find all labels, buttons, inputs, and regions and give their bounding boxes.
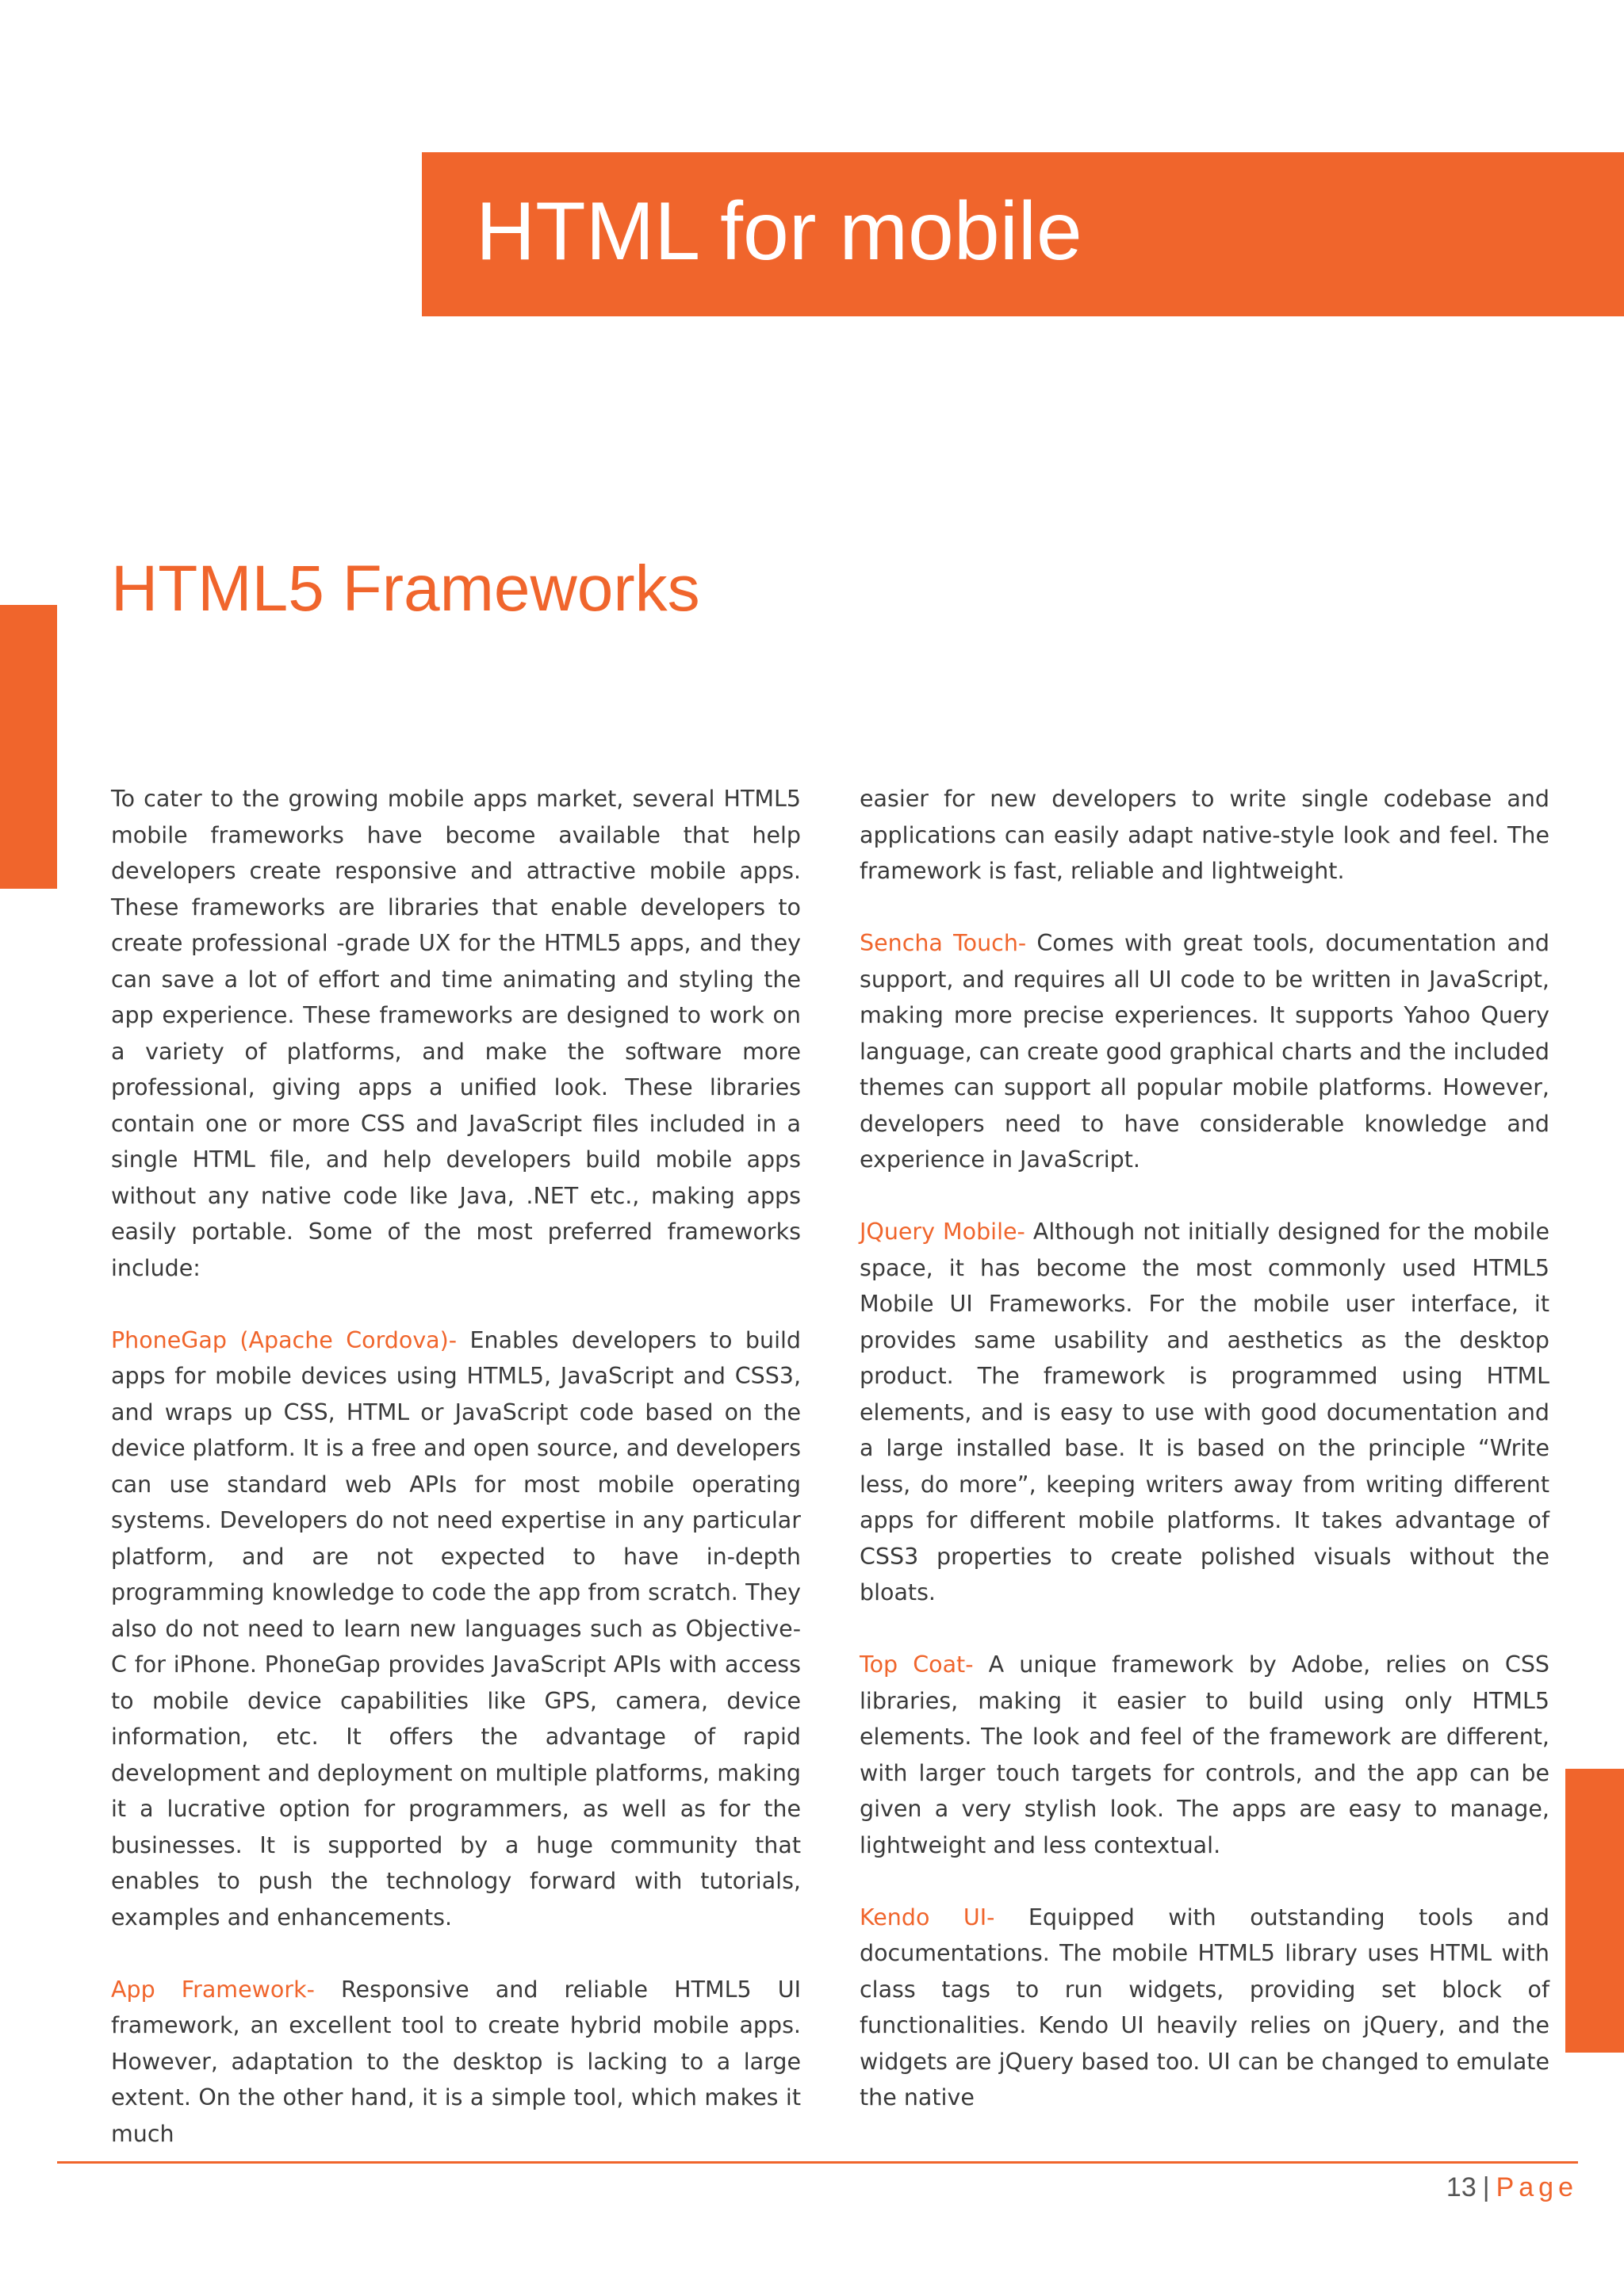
section-heading: HTML5 Frameworks bbox=[111, 553, 700, 625]
topcoat-text: A unique framework by Adobe, relies on CSS libraries, making it easier to build using only HTML5 elements. The look and feel of the framework are different, with larger touch targets for controls, and the app can be given a very stylish look. The apps are easy to manage, lightweight and less contextual. bbox=[860, 1651, 1549, 1858]
left-column bbox=[111, 781, 801, 2152]
chapter-title: HTML for mobile bbox=[476, 186, 1082, 277]
jquery-paragraph bbox=[860, 1214, 1549, 1611]
phonegap-paragraph bbox=[111, 1322, 801, 1936]
continuation-paragraph: easier for new developers to write single codebase and applications can easily adapt native-style look and feel. The framework is fast, reliable and lightweight. bbox=[860, 786, 1549, 884]
app-framework-text: Responsive and reliable HTML5 UI framework, an excellent tool to create hybrid mobile apps. However, adaptation to the desktop is lacking to a large extent. On the other hand, it is a simple tool, which makes it much bbox=[111, 1976, 801, 2147]
sencha-lead: Sencha Touch- bbox=[860, 930, 1027, 956]
left-accent-bar bbox=[0, 605, 57, 889]
footer-rule bbox=[57, 2161, 1578, 2164]
topcoat-lead: Top Coat- bbox=[860, 1651, 974, 1678]
jquery-lead: JQuery Mobile- bbox=[860, 1219, 1025, 1245]
kendo-paragraph bbox=[860, 1900, 1549, 2116]
page-number: 13 bbox=[1446, 2172, 1477, 2202]
page-label: Page bbox=[1496, 2172, 1578, 2202]
kendo-lead: Kendo UI- bbox=[860, 1904, 995, 1931]
app-framework-paragraph bbox=[111, 1972, 801, 2152]
right-accent-bar bbox=[1565, 1769, 1624, 2053]
intro-paragraph: To cater to the growing mobile apps market, several HTML5 mobile frameworks have become available that help developers create responsive and attractive mobile apps. These frameworks are libraries that enable developers to create professional -grade UX for the HTML5 apps, and they can save a lot of effort and time animating and styling the app experience. These frameworks are designed to work on a variety of platforms, and make the software more professional, giving apps a unified look. These libraries contain one or more CSS and JavaScript files included in a single HTML file, and help developers build mobile apps without any native code like Java, .NET etc., making apps easily portable. Some of the most preferred frameworks include: bbox=[111, 786, 801, 1281]
kendo-text: Equipped with outstanding tools and documentations. The mobile HTML5 library uses HTML with class tags to run widgets, providing set block of functionalities. Kendo UI heavily relies on jQuery, and the widgets are jQuery based too. UI can be changed to emulate the native bbox=[860, 1904, 1550, 2110]
app-framework-lead: App Framework- bbox=[111, 1976, 315, 2003]
sencha-paragraph bbox=[860, 925, 1549, 1178]
jquery-text: Although not initially designed for the mobile space, it has become the most commonly used HTML5 Mobile UI Frameworks. For the mobile user interface, it provides same usability and aesthetics as the desktop product. The framework is programmed using HTML elements, and is easy to use with good documentation and a large installed base. It is based on the principle “Write less, do more”, keeping writers away from writing different apps for different mobile platforms. It takes advantage of CSS3 properties to create polished visuals without the bloats. bbox=[860, 1219, 1549, 1605]
topcoat-paragraph bbox=[860, 1647, 1549, 1863]
footer-separator: | bbox=[1482, 2172, 1490, 2202]
phonegap-text: Enables developers to build apps for mobile devices using HTML5, JavaScript and CSS3, and wraps up CSS, HTML or JavaScript code based on the device platform. It is a free and open source, and developers can use standard web APIs for most mobile operating systems. Developers do not need expertise in any particular platform, and are not expected to have in-depth programming knowledge to code the app from scratch. They also do not need to learn new languages such as Objective-C for iPhone. PhoneGap provides JavaScript APIs with access to mobile device capabilities like GPS, camera, device information, etc. It offers the advantage of rapid development and deployment on multiple platforms, making it a lucrative option for programmers, as well as for the businesses. It is supported by a huge community that enables to push the technology forward with tutorials, examples and enhancements. bbox=[111, 1326, 802, 1931]
page-footer bbox=[1446, 2172, 1578, 2203]
right-column bbox=[860, 781, 1549, 2116]
sencha-text: Comes with great tools, documentation and support, and requires all UI code to be written in JavaScript, making more precise experiences. It supports Yahoo Query language, can create good graphical charts and the included themes can support all popular mobile platforms. However, developers need to have considerable knowledge and experience in JavaScript. bbox=[860, 930, 1550, 1173]
phonegap-lead: PhoneGap (Apache Cordova)- bbox=[111, 1326, 458, 1353]
title-banner bbox=[422, 152, 1624, 316]
